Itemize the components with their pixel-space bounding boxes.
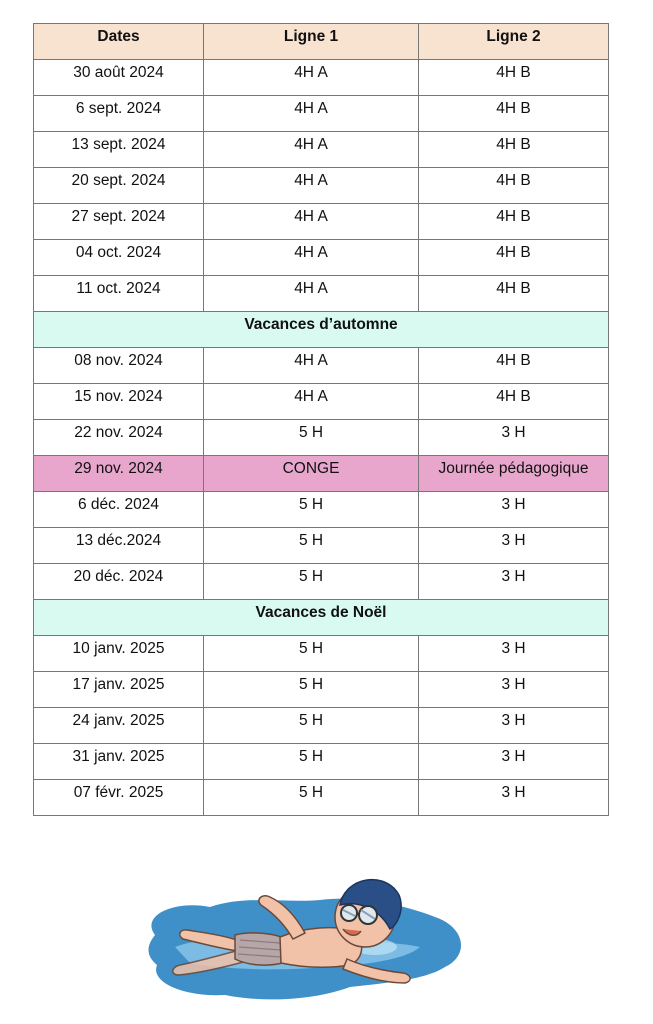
date-cell: 07 févr. 2025 xyxy=(34,780,204,816)
ligne-2-cell: 3 H xyxy=(419,420,609,456)
table-row xyxy=(34,132,609,168)
ligne-2-cell: 4H B xyxy=(419,384,609,420)
ligne-1-cell: 4H A xyxy=(204,60,419,96)
ligne-1-cell: 5 H xyxy=(204,672,419,708)
header-ligne-2: Ligne 2 xyxy=(419,24,609,60)
ligne-1-cell: 4H A xyxy=(204,348,419,384)
ligne-1-cell: 4H A xyxy=(204,384,419,420)
ligne-2-cell: 3 H xyxy=(419,744,609,780)
ligne-2-cell: 3 H xyxy=(419,672,609,708)
ligne-1-cell: 5 H xyxy=(204,420,419,456)
holiday-label: Vacances de Noël xyxy=(34,600,609,636)
ligne-2-cell: 4H B xyxy=(419,348,609,384)
ligne-1-cell: CONGE xyxy=(204,456,419,492)
ligne-1-cell: 5 H xyxy=(204,564,419,600)
date-cell: 13 sept. 2024 xyxy=(34,132,204,168)
table-row xyxy=(34,204,609,240)
table-row xyxy=(34,780,609,816)
ligne-2-cell: 4H B xyxy=(419,240,609,276)
date-cell: 20 déc. 2024 xyxy=(34,564,204,600)
date-cell: 29 nov. 2024 xyxy=(34,456,204,492)
ligne-1-cell: 4H A xyxy=(204,204,419,240)
header-dates: Dates xyxy=(34,24,204,60)
date-cell: 04 oct. 2024 xyxy=(34,240,204,276)
date-cell: 6 déc. 2024 xyxy=(34,492,204,528)
ligne-2-cell: 4H B xyxy=(419,132,609,168)
ligne-2-cell: 4H B xyxy=(419,168,609,204)
ligne-2-cell: 3 H xyxy=(419,636,609,672)
date-cell: 31 janv. 2025 xyxy=(34,744,204,780)
table-row xyxy=(34,168,609,204)
header-ligne-1: Ligne 1 xyxy=(204,24,419,60)
table-row xyxy=(34,744,609,780)
ligne-1-cell: 4H A xyxy=(204,168,419,204)
table-row xyxy=(34,60,609,96)
ligne-2-cell: Journée pédagogique xyxy=(419,456,609,492)
date-cell: 08 nov. 2024 xyxy=(34,348,204,384)
date-cell: 17 janv. 2025 xyxy=(34,672,204,708)
swimmer-icon xyxy=(135,855,470,1005)
ligne-1-cell: 5 H xyxy=(204,708,419,744)
ligne-2-cell: 3 H xyxy=(419,564,609,600)
ligne-2-cell: 3 H xyxy=(419,528,609,564)
ligne-2-cell: 4H B xyxy=(419,60,609,96)
ligne-1-cell: 5 H xyxy=(204,636,419,672)
schedule-table xyxy=(33,23,609,816)
ligne-2-cell: 3 H xyxy=(419,708,609,744)
ligne-2-cell: 4H B xyxy=(419,276,609,312)
ligne-2-cell: 4H B xyxy=(419,204,609,240)
date-cell: 15 nov. 2024 xyxy=(34,384,204,420)
ligne-1-cell: 5 H xyxy=(204,492,419,528)
table-row xyxy=(34,492,609,528)
date-cell: 10 janv. 2025 xyxy=(34,636,204,672)
date-cell: 27 sept. 2024 xyxy=(34,204,204,240)
schedule-body xyxy=(34,60,609,816)
ligne-2-cell: 3 H xyxy=(419,780,609,816)
ligne-1-cell: 4H A xyxy=(204,96,419,132)
table-row xyxy=(34,708,609,744)
table-header-row xyxy=(34,24,609,60)
ligne-2-cell: 3 H xyxy=(419,492,609,528)
table-row xyxy=(34,420,609,456)
date-cell: 30 août 2024 xyxy=(34,60,204,96)
table-row xyxy=(34,636,609,672)
ligne-1-cell: 4H A xyxy=(204,132,419,168)
table-row xyxy=(34,672,609,708)
table-row xyxy=(34,240,609,276)
ligne-1-cell: 4H A xyxy=(204,240,419,276)
table-row xyxy=(34,384,609,420)
holiday-row xyxy=(34,600,609,636)
date-cell: 24 janv. 2025 xyxy=(34,708,204,744)
ligne-2-cell: 4H B xyxy=(419,96,609,132)
holiday-label: Vacances d’automne xyxy=(34,312,609,348)
ligne-1-cell: 4H A xyxy=(204,276,419,312)
table-row xyxy=(34,564,609,600)
table-row xyxy=(34,348,609,384)
table-row xyxy=(34,276,609,312)
date-cell: 20 sept. 2024 xyxy=(34,168,204,204)
ligne-1-cell: 5 H xyxy=(204,780,419,816)
ligne-1-cell: 5 H xyxy=(204,528,419,564)
date-cell: 13 déc.2024 xyxy=(34,528,204,564)
conge-row xyxy=(34,456,609,492)
ligne-1-cell: 5 H xyxy=(204,744,419,780)
table-row xyxy=(34,528,609,564)
date-cell: 11 oct. 2024 xyxy=(34,276,204,312)
date-cell: 6 sept. 2024 xyxy=(34,96,204,132)
date-cell: 22 nov. 2024 xyxy=(34,420,204,456)
table-row xyxy=(34,96,609,132)
holiday-row xyxy=(34,312,609,348)
